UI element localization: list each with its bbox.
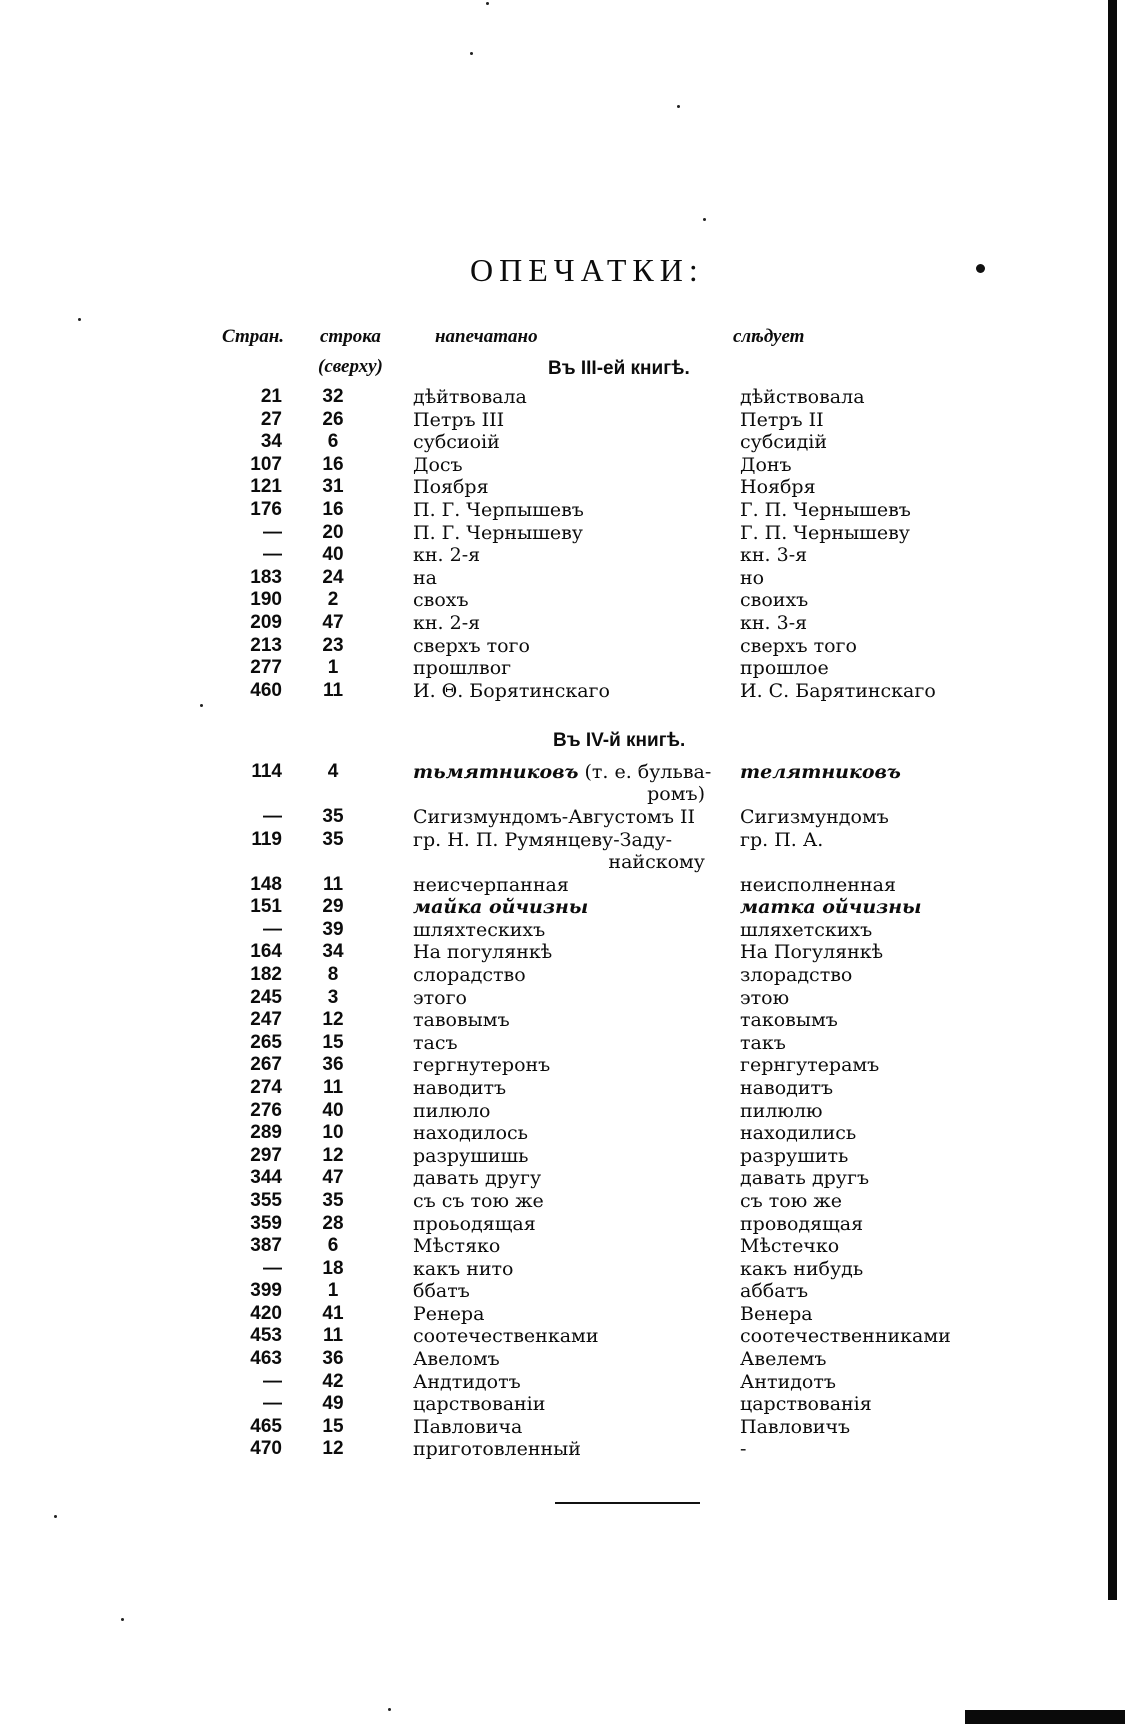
corrected-text: гр. П. А. [740,828,824,851]
line-number: 31 [322,476,344,498]
printed-text-main: гергнутеронъ [413,1054,551,1077]
printed-text-rest: (т. е. бульва- [584,761,712,783]
line-number: 34 [322,941,344,963]
page-number: 297 [250,1144,282,1166]
errata-row [0,1190,1140,1213]
page-number: 183 [250,566,282,588]
printed-text-main: Мѣстяко [413,1235,501,1258]
line-number: 47 [322,611,344,633]
printed-text-main: Сигизмундомъ-Августомъ II [413,806,695,828]
line-number: 42 [322,1370,344,1392]
printed-text [413,1167,723,1189]
corrected-text: пилюлю [740,1099,823,1122]
line-number: 40 [322,1099,344,1121]
line-number: 12 [322,1144,344,1166]
printed-text [413,1438,723,1460]
printed-text-main: Поября [413,476,489,499]
printed-text [413,1371,723,1393]
printed-text-main: Павловича [413,1415,523,1438]
printed-text [413,567,723,589]
printed-text [413,431,723,453]
errata-row [0,1032,1140,1055]
printed-text [413,896,723,918]
corrected-text: - [740,1438,747,1461]
printed-text-main: на [413,566,437,589]
errata-row [0,431,1140,454]
printed-text-main: проьодящая [413,1212,536,1235]
printed-text-main: прошлвог [413,657,512,680]
printed-text [413,544,723,566]
page-number: 121 [250,476,282,498]
printed-text [413,454,723,476]
line-number: 35 [322,828,344,850]
printed-text [413,1325,723,1347]
page-number: 355 [250,1189,282,1211]
corrected-text: Г. П. Чернышевъ [740,498,911,521]
corrected-text: давать другъ [740,1167,870,1190]
line-number: 16 [322,498,344,520]
errata-row [0,919,1140,942]
printed-text [413,1303,723,1325]
column-header-printed: напечатано [435,326,538,347]
printed-text-main: съ съ тою же [413,1189,544,1212]
printed-text [413,1100,723,1122]
corrected-text: кн. 3-я [740,611,808,634]
page-number: 399 [250,1280,282,1302]
page-number: 463 [250,1348,282,1370]
printed-text [413,657,723,679]
section-heading-book-3: Въ III-ей книгѣ. [548,358,690,379]
printed-text [413,386,723,408]
errata-row [0,1303,1140,1326]
corrected-text: Мѣстечко [740,1235,840,1258]
printed-text [413,1145,723,1167]
line-number: 29 [322,896,344,918]
line-number: 15 [322,1031,344,1053]
printed-text-main: дѣйтвовала [413,386,527,408]
errata-row [0,680,1140,703]
printed-text-main: давать другу [413,1167,542,1190]
errata-list-book-3 [0,386,1140,702]
line-number: 1 [327,657,339,679]
corrected-text: злорадство [740,963,853,986]
line-number: 3 [327,986,339,1008]
printed-text-main: шляхтескихъ [413,918,546,941]
page-number: 114 [251,761,282,782]
printed-text-main: пилюло [413,1099,491,1122]
page-number: 107 [250,453,282,475]
printed-text-main: тьмятниковъ [413,761,579,783]
printed-text-main: царствованіи [413,1393,546,1416]
line-number: 26 [322,408,344,430]
corrected-text: Г. П. Чернышеву [740,521,910,544]
printed-text [413,919,723,941]
printed-text [413,1054,723,1076]
page-number: 359 [250,1212,282,1234]
line-number: 16 [322,453,344,475]
printed-text-main: П. Г. Черпышевъ [413,498,584,521]
corrected-text: гернгутерамъ [740,1054,880,1077]
page-number: 148 [250,873,282,895]
page-edge-shadow-bottom [965,1710,1125,1724]
printed-text-main: неисчерпанная [413,873,569,896]
corrected-text: Петръ II [740,408,824,431]
printed-text-main: свохъ [413,589,469,612]
printed-text-continuation: ромъ) [647,783,705,805]
page-number: 213 [250,634,282,656]
page-number: 209 [250,611,282,633]
printed-text [413,1280,723,1302]
page-number: 176 [250,498,282,520]
printed-text [413,612,723,634]
corrected-text: Ноября [740,476,816,499]
errata-row [0,1145,1140,1168]
corrected-text: дѣйствовала [740,386,865,408]
printed-text [413,874,723,896]
errata-row [0,874,1140,897]
dust-speck [388,1708,391,1711]
errata-row [0,612,1140,635]
corrected-text: прошлое [740,657,829,680]
line-number: 28 [322,1212,344,1234]
page-number: 34 [260,431,282,453]
page-number: 151 [250,896,282,918]
page-number: 387 [250,1235,282,1257]
errata-row [0,1100,1140,1123]
page-number: 267 [250,1054,282,1076]
errata-row [0,1371,1140,1394]
printed-text [413,987,723,1009]
errata-row [0,386,1140,409]
line-number: 2 [327,589,339,611]
corrected-text: кн. 3-я [740,544,808,567]
errata-row [0,1009,1140,1032]
page-number: 119 [251,828,282,850]
errata-row [0,941,1140,964]
line-number: 8 [327,963,339,985]
printed-text-main: майка ойчизны [413,896,589,919]
page-number: 470 [250,1438,282,1460]
printed-text [413,941,723,963]
corrected-text: но [740,566,765,589]
page-number: — [263,918,282,940]
corrected-text: наводитъ [740,1076,834,1099]
printed-text-main: этого [413,986,467,1009]
line-number: 11 [322,679,344,701]
printed-text-main: разрушишь [413,1144,529,1167]
corrected-text: какъ нибудь [740,1257,864,1280]
printed-text-main: кн. 2-я [413,611,481,634]
line-number: 39 [322,918,344,940]
page-number: 265 [250,1031,282,1053]
page-number: 465 [250,1415,282,1437]
page-number: 21 [260,386,282,407]
line-number: 15 [322,1415,344,1437]
page-number: 453 [250,1325,282,1347]
line-number: 11 [322,1325,344,1347]
corrected-text: соотечественниками [740,1325,951,1348]
printed-text-main: приготовленный [413,1438,581,1461]
errata-row [0,1438,1140,1461]
printed-text-main: И. Θ. Борятинскаго [413,679,610,702]
line-number: 40 [322,544,344,566]
dust-speck [54,1515,57,1518]
errata-row [0,1077,1140,1100]
corrected-text: таковымъ [740,1009,838,1032]
printed-text [413,476,723,498]
printed-text-main: Петръ III [413,408,505,431]
printed-text-main: гр. Н. П. Румянцеву-Заду- [413,828,673,851]
dust-speck [703,218,706,221]
page-number: 27 [260,408,282,430]
page-number: 190 [250,589,282,611]
errata-row [0,589,1140,612]
corrected-text: На Погулянкѣ [740,941,884,964]
corrected-text: этою [740,986,790,1009]
end-rule [555,1502,700,1504]
line-number: 12 [322,1438,344,1460]
corrected-text: находились [740,1122,857,1145]
line-number: 1 [327,1280,339,1302]
errata-row [0,544,1140,567]
errata-row [0,1393,1140,1416]
printed-text-main: Ренера [413,1302,485,1325]
printed-text [413,635,723,657]
corrected-text: сверхъ того [740,634,857,657]
printed-text-main: какъ нито [413,1257,514,1280]
printed-text-main: кн. 2-я [413,544,481,567]
errata-row [0,657,1140,680]
printed-text [413,1416,723,1438]
page-number: 247 [250,1009,282,1031]
errata-row [0,806,1140,829]
errata-row [0,1348,1140,1371]
corrected-text: Павловичъ [740,1415,851,1438]
errata-row [0,409,1140,432]
line-number: 32 [322,386,344,407]
corrected-text: И. С. Барятинскаго [740,679,936,702]
line-number: 36 [322,1348,344,1370]
errata-list-book-4 [0,761,1140,1461]
page-number: 344 [250,1167,282,1189]
column-subheader-line: (сверху) [318,356,383,377]
printed-text [413,1009,723,1031]
printed-text [413,964,723,986]
errata-row [0,1213,1140,1236]
corrected-text: съ тою же [740,1189,843,1212]
printed-text [413,761,723,805]
page-number: 276 [250,1099,282,1121]
printed-text-main: На погулянкѣ [413,941,553,964]
errata-row [0,1325,1140,1348]
corrected-text: телятниковъ [740,761,901,783]
dust-speck [200,704,203,707]
printed-text [413,1077,723,1099]
errata-row [0,987,1140,1010]
line-number: 6 [327,431,339,453]
corrected-text: матка ойчизны [740,896,922,919]
line-number: 6 [327,1235,339,1257]
section-heading-book-4: Въ IV-й книгѣ. [553,730,686,751]
corrected-text: своихъ [740,589,809,612]
page-number: 289 [250,1122,282,1144]
errata-row [0,522,1140,545]
errata-row [0,1235,1140,1258]
errata-row [0,1280,1140,1303]
printed-text [413,680,723,702]
page-number: — [263,1257,282,1279]
page-number: 277 [250,657,282,679]
errata-row [0,567,1140,590]
line-number: 11 [322,1076,344,1098]
errata-row [0,499,1140,522]
errata-row [0,829,1140,874]
corrected-text: проводящая [740,1212,864,1235]
printed-text [413,1348,723,1370]
errata-row [0,964,1140,987]
corrected-text: такъ [740,1031,786,1054]
corrected-text: разрушить [740,1144,849,1167]
ink-spot [976,264,985,273]
page-number: — [263,544,282,566]
printed-text [413,1190,723,1212]
printed-text-main: Авеломъ [413,1348,500,1371]
line-number: 24 [322,566,344,588]
dust-speck [486,2,489,5]
line-number: 11 [322,873,344,895]
line-number: 10 [322,1122,344,1144]
printed-text [413,806,723,828]
line-number: 49 [322,1393,344,1415]
line-number: 23 [322,634,344,656]
corrected-text: шляхетскихъ [740,918,873,941]
errata-row [0,476,1140,499]
printed-text [413,522,723,544]
page-number: — [263,806,282,827]
page-number: — [263,1370,282,1392]
corrected-text: Сигизмундомъ [740,806,889,828]
line-number: 20 [322,521,344,543]
column-header-should-read: слѣдует [733,326,805,347]
printed-text [413,409,723,431]
printed-text [413,499,723,521]
corrected-text: Авелемъ [740,1348,827,1371]
corrected-text: субсидій [740,431,828,454]
errata-row [0,761,1140,806]
errata-row [0,1122,1140,1145]
line-number: 18 [322,1257,344,1279]
page-number: — [263,1393,282,1415]
printed-text [413,1122,723,1144]
line-number: 12 [322,1009,344,1031]
printed-text-main: ббатъ [413,1280,470,1303]
dust-speck [677,105,680,108]
corrected-text: Донъ [740,453,792,476]
printed-text [413,1393,723,1415]
corrected-text: неисполненная [740,873,896,896]
errata-row [0,635,1140,658]
dust-speck [78,318,81,321]
printed-text [413,1258,723,1280]
dust-speck [470,52,473,55]
errata-row [0,1054,1140,1077]
printed-text-main: тасъ [413,1031,458,1054]
printed-text [413,1235,723,1257]
printed-text-main: находилось [413,1122,529,1145]
printed-text [413,829,723,873]
corrected-text: аббатъ [740,1280,809,1303]
printed-text [413,1213,723,1235]
printed-text-main: Досъ [413,453,463,476]
printed-text-main: субсиоій [413,431,500,454]
corrected-text: Венера [740,1302,813,1325]
errata-row [0,896,1140,919]
page-title: ОПЕЧАТКИ: [470,252,704,288]
page-number: 274 [250,1076,282,1098]
errata-row [0,1416,1140,1439]
errata-row [0,1258,1140,1281]
printed-text-continuation: найскому [608,850,705,873]
printed-text-main: сверхъ того [413,634,530,657]
printed-text-main: тавовымъ [413,1009,510,1032]
printed-text-main: соотечественками [413,1325,599,1348]
page-number: 420 [250,1302,282,1324]
line-number: 4 [327,761,339,782]
dust-speck [121,1618,124,1621]
column-header-page: Стран. [222,326,285,347]
printed-text-main: слорадство [413,963,526,986]
printed-text [413,1032,723,1054]
page-number: 164 [250,941,282,963]
printed-text-main: наводитъ [413,1076,507,1099]
line-number: 35 [322,806,344,827]
errata-row [0,454,1140,477]
printed-text [413,589,723,611]
printed-text-main: П. Г. Чернышеву [413,521,583,544]
corrected-text: Антидотъ [740,1370,836,1393]
line-number: 36 [322,1054,344,1076]
page-number: 182 [250,963,282,985]
column-header-line: строка [320,326,381,347]
page-number: 245 [250,986,282,1008]
corrected-text: царствованія [740,1393,872,1416]
page-number: — [263,521,282,543]
printed-text-main: Андтидотъ [413,1370,521,1393]
line-number: 35 [322,1189,344,1211]
page-number: 460 [250,679,282,701]
line-number: 41 [322,1302,344,1324]
errata-row [0,1167,1140,1190]
line-number: 47 [322,1167,344,1189]
